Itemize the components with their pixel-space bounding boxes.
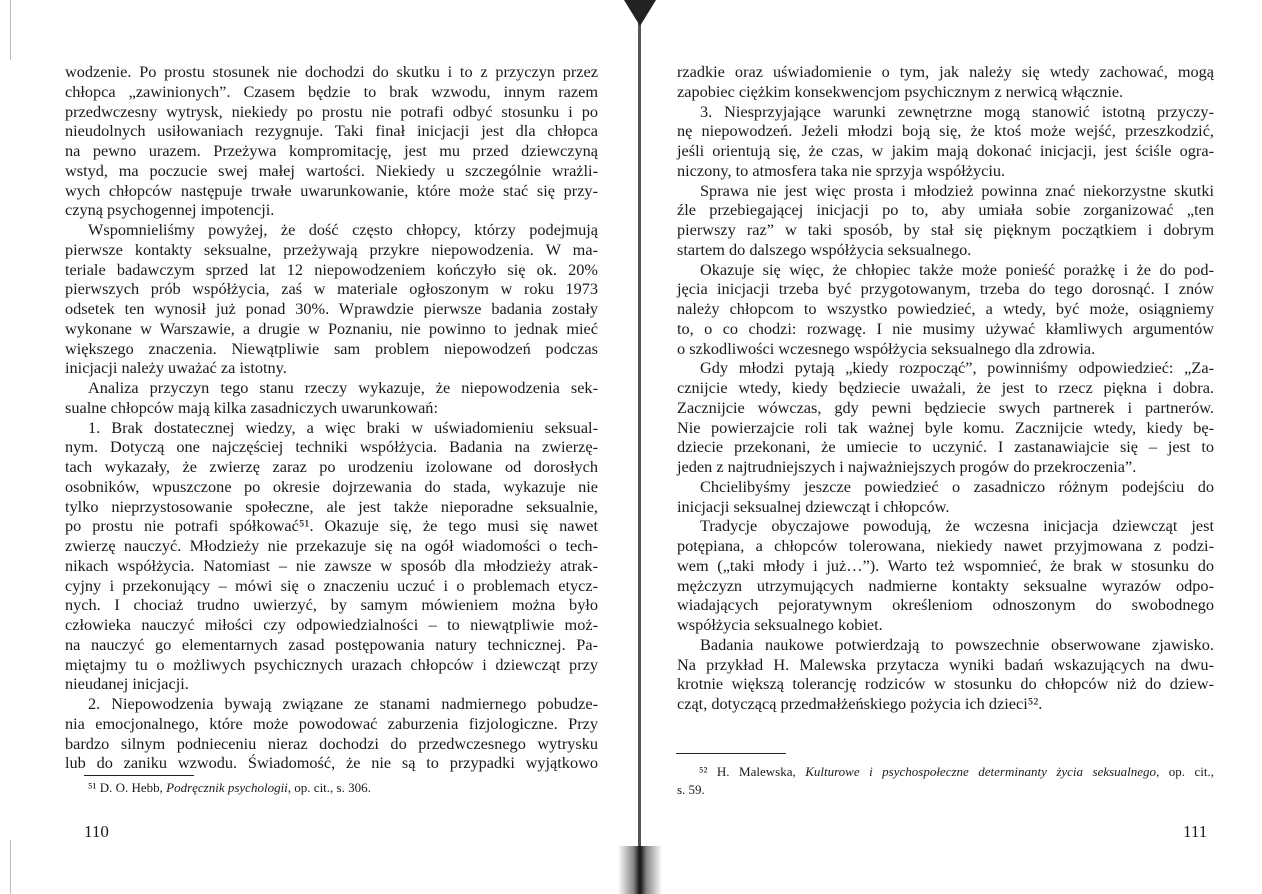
text-line: Sprawa nie jest więc prosta i młodzież powinna znać niekorzystne skutki <box>700 180 1214 200</box>
text-line: rzadkie oraz uświadomienie o tym, jak należy się wtedy zachować, mogą <box>677 62 1214 81</box>
text-line: tach wykazały, że zwierzę zaraz po urodzeniu izolowane od dorosłych <box>65 457 598 476</box>
text-line: inicjacji seksualnej dziewcząt i chłopców. <box>677 496 950 516</box>
text-line: człowieka nauczyć miłości czy odpowiedzialności – to niewątpliwie moż- <box>65 615 598 634</box>
footnote-number: ⁵¹ <box>88 780 97 795</box>
footnote-rule <box>84 775 194 776</box>
footnote-author: H. Malewska, <box>716 764 806 779</box>
text-line: odsetek ten wynosił już ponad 30%. Wprawdzie pierwsze badania zostały <box>65 299 598 318</box>
text-line: nych. I chociaż trudno uwierzyć, by samym mówieniem można było <box>65 595 598 615</box>
text-line: teriale badawczym sprzed lat 12 niepowodzeniem kończyło się ok. 20% <box>65 259 598 279</box>
text-line: Okazuje się więc, że chłopiec także może ponieść porażkę i że do pod- <box>700 259 1214 279</box>
text-line: Zacznijcie wówczas, gdy pewni będziecie swych partnerek i partnerów. <box>677 397 1214 417</box>
footnote-title: Kulturowe i psychospołeczne determinanty życia seksualnego <box>805 764 1157 779</box>
left-page-body <box>65 62 598 773</box>
text-line: Nie powierzajcie roli tak ważnej byle komu. Zacznijcie wtedy, kiedy bę- <box>677 417 1214 437</box>
footnote-51 <box>88 779 598 797</box>
text-line: 2. Niepowodzenia bywają związane ze stanami nadmiernego pobudze- <box>88 694 598 713</box>
text-line: potępiana, a chłopców tolerowana, niekiedy nawet przyjmowana z podzi- <box>677 536 1214 555</box>
text-line: bardzo silnym podnieceniu nieraz dochodzi do przedwczesnego wytrysku <box>65 733 598 753</box>
text-line: pierwsze kontakty seksualne, przeżywają przykre niepowodzenia. W ma- <box>65 239 598 259</box>
text-line: nieudanej inicjacji. <box>65 674 189 694</box>
text-line: wem („taki młody i już…”). Warto też wspomnieć, że brak w stosunku do <box>677 555 1214 575</box>
footnote-title: Podręcznik psychologii <box>166 780 288 795</box>
text-line: 1. Brak dostatecznej wiedzy, a więc braki w uświadomieniu seksual- <box>88 417 598 437</box>
text-line: o szkodliwości wczesnego współżycia seksualnego dla zdrowia. <box>677 338 1096 358</box>
text-line: sualne chłopców mają kilka zasadniczych uwarunkowań: <box>65 397 438 417</box>
text-line: 3. Niesprzyjające warunki zewnętrzne mogą stanowić istotną przyczy- <box>700 101 1214 121</box>
text-line: chłopca „zawinionych”. Czasem będzie to brak wzwodu, innym razem <box>65 81 598 101</box>
text-line: Na przykład H. Malewska przytacza wyniki badań wskazujących na dwu- <box>677 654 1214 674</box>
text-line: pierwszy raz” w taki sposób, by stał się pięknym początkiem i dobrym <box>677 220 1214 239</box>
text-line: krotnie większą tolerancję rodziców w stosunku do chłopców niż do dziew- <box>677 674 1214 694</box>
text-line: mężczyzn utrzymujących nadmierne kontakty seksualne wyrazów odpo- <box>677 575 1214 595</box>
text-line: źle przebiegającej inicjacji po to, aby umiała sobie zorganizować „ten <box>677 200 1214 220</box>
text-line: jęcia inicjacji trzeba być przygotowanym, trzeba do tego dorosnąć. I znów <box>677 279 1214 299</box>
gutter-shadow-bottom <box>618 846 662 894</box>
text-line: na nauczyć go elementarnych zasad postępowania natury technicznej. Pa- <box>65 634 598 654</box>
text-line: czyną psychogennej impotencji. <box>65 200 275 220</box>
text-line: tylko nieprzystosowanie społeczne, ale jest także nieporadne seksualnie, <box>65 496 598 516</box>
text-line: cząt, dotyczącą przedmałżeńskiego pożycia ich dzieci⁵². <box>677 694 1043 713</box>
page-edge-shadow <box>10 0 11 60</box>
text-line: Wspomnieliśmy powyżej, że dość często chłopcy, którzy podejmują <box>88 220 598 239</box>
text-line: lub do zaniku wzwodu. Świadomość, że nie są to przypadki wyjątkowo <box>65 753 598 773</box>
text-line: większego znaczenia. Niewątpliwie sam problem niepowodzeń podczas <box>65 338 598 358</box>
footnote-author: D. O. Hebb, <box>99 780 167 795</box>
footnote-rest: , op. cit., <box>1156 764 1214 779</box>
text-line: Tradycje obyczajowe powodują, że wczesna inicjacja dziewcząt jest <box>700 516 1214 536</box>
text-line: wych chłopców następuje trwałe uwarunkowanie, które może stać się przy- <box>65 180 598 200</box>
text-line: jeśli orientują się, że czas, w jakim mają dokonać inicjacji, jest ściśle ogra- <box>677 141 1214 160</box>
text-line: miętajmy tu o możliwych psychicznych urazach chłopców i dziewcząt przy <box>65 654 598 674</box>
text-line: na pewno urazem. Przeżywa kompromitację, jest mu przed dziewczyną <box>65 141 598 160</box>
text-line: Analiza przyczyn tego stanu rzeczy wykazuje, że niepowodzenia sek- <box>88 378 598 397</box>
text-line: dziecie przekonani, że umiecie to uczynić. I zastanawiajcie się – jest to <box>677 437 1214 457</box>
text-line: cyjny i przekonujący – mówi się o znaczeniu uczuć i o problemach etycz- <box>65 575 598 595</box>
text-line: zwierzę nauczyć. Młodzieży nie przekazuje się na ogół wiadomości o tech- <box>65 536 598 555</box>
text-line: Chcielibyśmy jeszcze powiedzieć o zasadniczo różnym podejściu do <box>700 476 1214 496</box>
text-line: jeden z najtrudniejszych i najważniejszych progów do przekroczenia”. <box>677 457 1137 476</box>
text-line: wiadających pejoratywnym określeniom odnoszonym do swobodnego <box>677 595 1214 615</box>
text-line: cznijcie wtedy, kiedy będziecie uważali, że jest to rzecz piękna i dobra. <box>677 378 1214 397</box>
page-number-left: 110 <box>84 822 109 841</box>
book-gutter <box>638 0 641 894</box>
text-line: współżycia seksualnego kobiet. <box>677 615 883 634</box>
text-line: nieudolnych usiłowaniach rezygnuje. Taki finał inicjacji jest dla chłopca <box>65 121 598 141</box>
text-line: pierwszych prób współżycia, zaś w materiale ogłoszonym w roku 1973 <box>65 279 598 299</box>
text-line: Badania naukowe potwierdzają to powszechnie obserwowane zjawisko. <box>700 634 1214 654</box>
text-line: nikach współżycia. Natomiast – nie zawsze w sposób dla młodzieży atrak- <box>65 555 598 575</box>
footnote-number: ⁵² <box>699 764 708 779</box>
footnote-52 <box>677 763 1214 799</box>
text-line: należy chłopcom to wszystko powiedzieć, a wtedy, być może, osiągniemy <box>677 299 1214 318</box>
text-line: niczony, to atmosfera taka nie sprzyja współżyciu. <box>677 160 1006 180</box>
text-line: wodzenie. Po prostu stosunek nie dochodzi do skutku i to z przyczyn przez <box>65 62 598 81</box>
text-line: startem do dalszego współżycia seksualnego. <box>677 239 972 259</box>
text-line: inicjacji należy uważać za istotny. <box>65 358 287 378</box>
text-line: nia emocjonalnego, które może powodować zaburzenia fizjologiczne. Przy <box>65 713 598 733</box>
text-line: po prostu nie potrafi spółkować⁵¹. Okazuje się, że tego musi się nawet <box>65 516 598 536</box>
page-number-right: 111 <box>1183 822 1208 841</box>
gutter-shadow-top <box>624 0 656 26</box>
text-line: Gdy młodzi pytają „kiedy rozpocząć”, powinniśmy odpowiedzieć: „Za- <box>700 358 1214 378</box>
page-edge-shadow <box>10 840 11 894</box>
text-line: zapobiec ciężkim konsekwencjom psychicznym z nerwicą włącznie. <box>677 81 1124 101</box>
right-page-body <box>677 62 1214 714</box>
footnote-rule <box>676 753 786 754</box>
text-line: nę niepowodzeń. Jeżeli młodzi boją się, że ktoś może wejść, przeszkodzić, <box>677 121 1214 141</box>
text-line: przedwczesny wytrysk, niekiedy po prostu nie potrafi odbyć stosunku i po <box>65 101 598 121</box>
footnote-line2: s. 59. <box>677 782 705 797</box>
text-line: wstyd, ma poczucie swej małej wartości. Niekiedy u szczególnie wrażli- <box>65 160 598 180</box>
text-line: osobników, wpuszczone po okresie dojrzewania do stada, wykazuje nie <box>65 476 598 496</box>
text-line: to, o co chodzi: rozwagę. I nie musimy używać kłamliwych argumentów <box>677 318 1214 338</box>
text-line: nym. Dotyczą one najczęściej techniki współżycia. Badania na zwierzę- <box>65 437 598 457</box>
text-line: wykonane w Warszawie, a drugie w Poznaniu, nie powinno to jednak mieć <box>65 318 598 338</box>
footnote-rest: , op. cit., s. 306. <box>287 780 371 795</box>
